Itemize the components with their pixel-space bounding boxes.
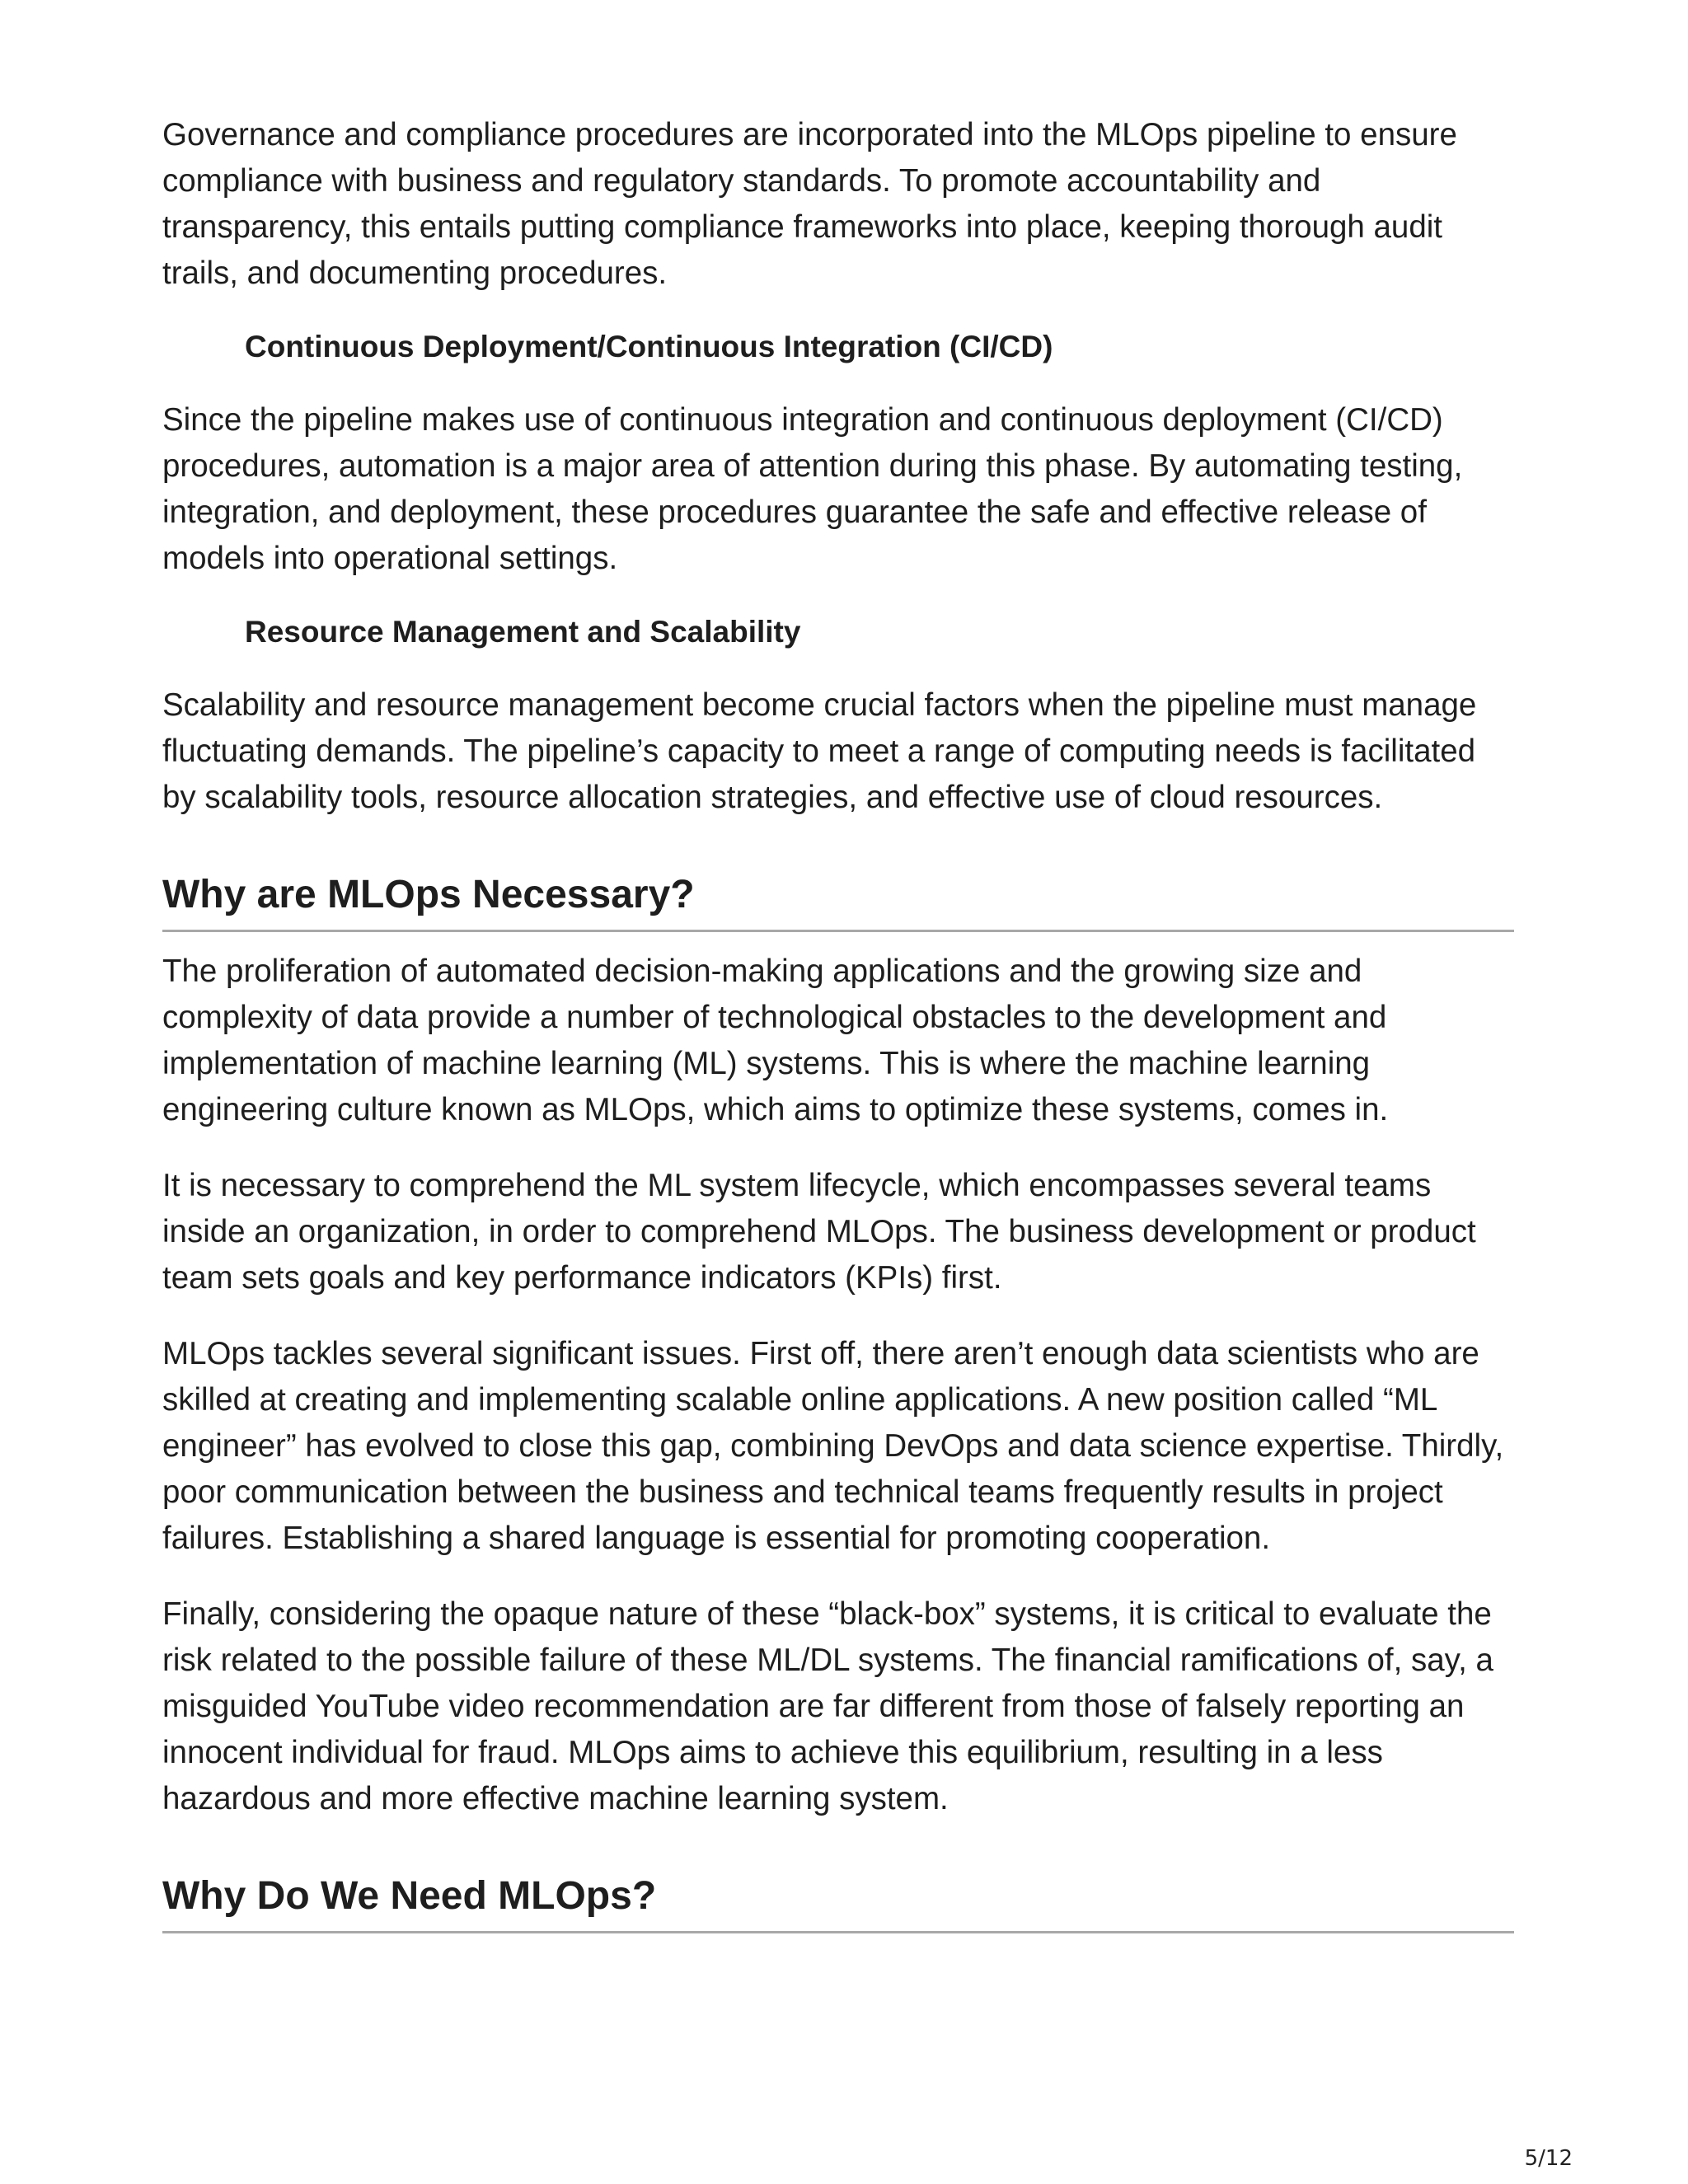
cicd-subheading: Continuous Deployment/Continuous Integration (CI/CD) [245, 330, 1053, 363]
why-necessary-paragraph-4: Finally, considering the opaque nature of these “black-box” systems, it is critical to evaluate the risk related to the possible failure of these ML/DL systems. The financial ramifications of, say, a misguided YouTube video recommendation are far different from those of falsely reporting an innocent individual for fraud. MLOps aims to achieve this equilibrium, resulting in a less hazardous and more effective machine learning system. [162, 1596, 1493, 1816]
why-need-heading: Why Do We Need MLOps? [162, 1868, 1514, 1933]
page-number: 5/12 [1524, 2146, 1573, 2171]
why-necessary-paragraph-3: MLOps tackles several significant issues. First off, there aren’t enough data scientists who are skilled at creating and implementing scalable online applications. A new position called “ML engineer” has evolved to close this gap, combining DevOps and data science expertise. Thirdly, poor communication between the business and technical teams frequently results in project failures. Establishing a shared language is essential for promoting cooperation. [162, 1336, 1504, 1556]
cicd-paragraph: Since the pipeline makes use of continuous integration and continuous deployment (CI/CD) procedures, automation is a major area of attention during this phase. By automating testing, integration, and deployment, these procedures guarantee the safe and effective release of models into operational settings. [162, 402, 1463, 576]
why-necessary-heading: Why are MLOps Necessary? [162, 867, 1514, 932]
resource-subheading: Resource Management and Scalability [245, 615, 801, 649]
article-content [162, 112, 1514, 1950]
why-necessary-paragraph-1: The proliferation of automated decision-making applications and the growing size and complexity of data provide a number of technological obstacles to the development and implementation of machine learning (ML) systems. This is where the machine learning engineering culture known as MLOps, which aims to optimize these systems, comes in. [162, 954, 1389, 1127]
governance-paragraph: Governance and compliance procedures are incorporated into the MLOps pipeline to ensure compliance with business and regulatory standards. To promote accountability and transparency, this entails putting compliance frameworks into place, keeping thorough audit trails, and documenting procedures. [162, 117, 1457, 291]
resource-paragraph: Scalability and resource management become crucial factors when the pipeline must manage fluctuating demands. The pipeline’s capacity to meet a range of computing needs is facilitated by scalability tools, resource allocation strategies, and effective use of cloud resources. [162, 687, 1477, 815]
why-necessary-paragraph-2: It is necessary to comprehend the ML system lifecycle, which encompasses several teams inside an organization, in order to comprehend MLOps. The business development or product team sets goals and key performance indicators (KPIs) first. [162, 1168, 1476, 1296]
